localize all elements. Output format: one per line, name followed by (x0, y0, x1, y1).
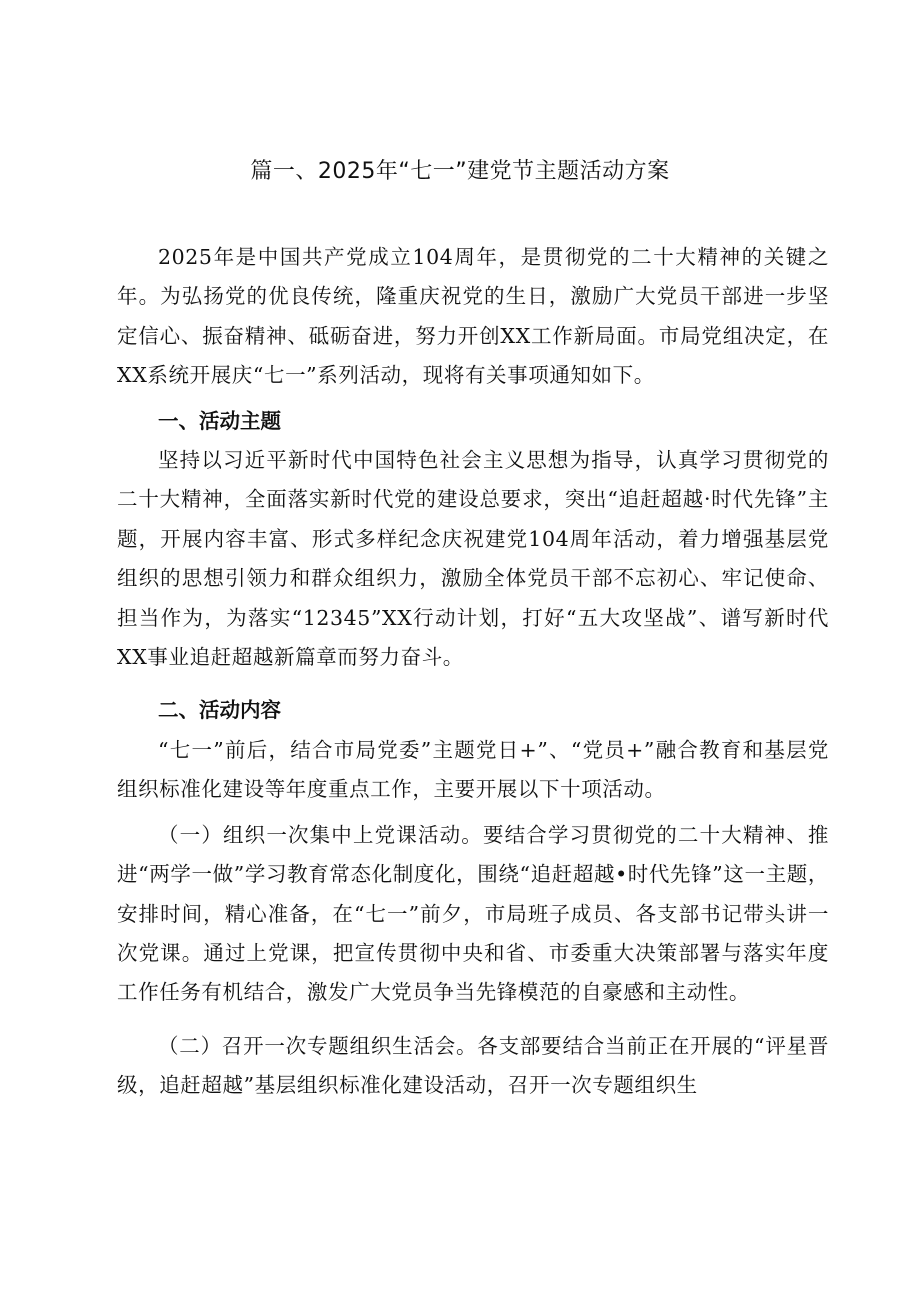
section-content-intro: “七一”前后，结合市局党委”主题党日+”、“党员+”融合教育和基层党组织标准化建设等年度重点工作，主要开展以下十项活动。 (117, 737, 829, 802)
document-title: 篇一、2025年“七一”建党节主题活动方案 (250, 159, 670, 184)
section-heading-theme: 一、活动主题 (158, 408, 281, 433)
section-heading-content: 二、活动内容 (158, 698, 281, 723)
section-theme-paragraph: 坚持以习近平新时代中国特色社会主义思想为指导，认真学习贯彻党的二十大精神，全面落实新时代党的建设总要求，突出“追赶超越·时代先锋”主题，开展内容丰富、形式多样纪念庆祝建党104周年活动，着力增强基层党组织的思想引领力和群众组织力，激励全体党员干部不忘初心、牢记使命、担当作为，为落实“12345”XX行动计划，打好“五大攻坚战”、谱写新时代XX事业追赶超越新篇章而努力奋斗。 (117, 448, 829, 670)
activity-item-2: （二）召开一次专题组织生活会。各支部要结合当前正在开展的“评星晋级，追赶超越”基层组织标准化建设活动，召开一次专题组织生 (117, 1033, 829, 1098)
intro-paragraph: 2025年是中国共产党成立104周年，是贯彻党的二十大精神的关键之年。为弘扬党的优良传统，隆重庆祝党的生日，激励广大党员干部进一步坚定信心、振奋精神、砥砺奋进，努力开创XX工作新局面。市局党组决定，在XX系统开展庆“七一”系列活动，现将有关事项通知如下。 (117, 245, 829, 388)
document-body (117, 238, 829, 1106)
activity-item-1: （一）组织一次集中上党课活动。要结合学习贯彻党的二十大精神、推进“两学一做”学习教育常态化制度化，围绕“追赶超越•时代先锋”这一主题，安排时间，精心准备，在“七一”前夕，市局班子成员、各支部书记带头讲一次党课。通过上党课，把宣传贯彻中央和省、市委重大决策部署与落实年度工作任务有机结合，激发广大党员争当先锋模范的自豪感和主动性。 (117, 822, 829, 1005)
